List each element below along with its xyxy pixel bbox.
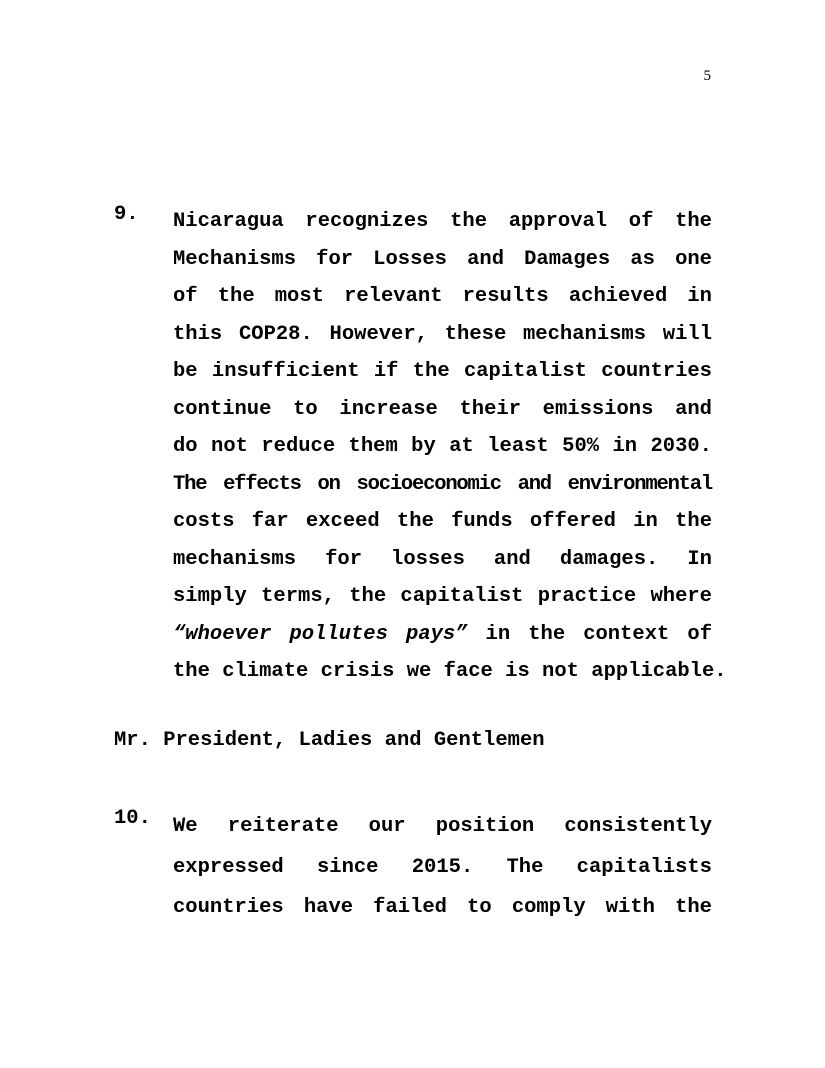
item-10-paragraph — [173, 807, 712, 929]
paragraph-line: this COP28. However, these mechanisms will — [173, 322, 712, 346]
paragraph-line-quote — [173, 616, 712, 654]
paragraph-line: simply terms, the capitalist practice where — [173, 585, 712, 608]
item-9-number: 9. — [114, 203, 139, 226]
paragraph-line: Nicaragua recognizes the approval of the — [173, 210, 712, 233]
paragraph-line: continue to increase their emissions and — [173, 397, 712, 421]
paragraph-line: The effects on socioeconomic and environmental — [173, 472, 712, 496]
paragraph-line: of the most relevant results achieved in — [173, 285, 712, 308]
paragraph-line: be insufficient if the capitalist countries — [173, 360, 712, 383]
page-number: 5 — [703, 68, 711, 84]
paragraph-line: Mechanisms for Losses and Damages as one — [173, 247, 712, 271]
paragraph-line: the climate crisis we face is not applicable. — [173, 660, 727, 683]
paragraph-line: do not reduce them by at least 50% in 2030. — [173, 435, 712, 458]
paragraph-line: We reiterate our position consistently — [173, 815, 712, 838]
paragraph-line: costs far exceed the funds offered in the — [173, 510, 712, 533]
quote-italic: “whoever pollutes pays” — [173, 622, 468, 646]
item-10-number: 10. — [114, 807, 151, 830]
paragraph-line: mechanisms for losses and damages. In — [173, 547, 712, 571]
paragraph-line: countries have failed to comply with the — [173, 896, 712, 919]
salutation: Mr. President, Ladies and Gentlemen — [114, 729, 545, 752]
quote-rest: in the context of — [467, 622, 712, 646]
item-9-paragraph — [173, 203, 727, 691]
paragraph-line: expressed since 2015. The capitalists — [173, 855, 712, 879]
